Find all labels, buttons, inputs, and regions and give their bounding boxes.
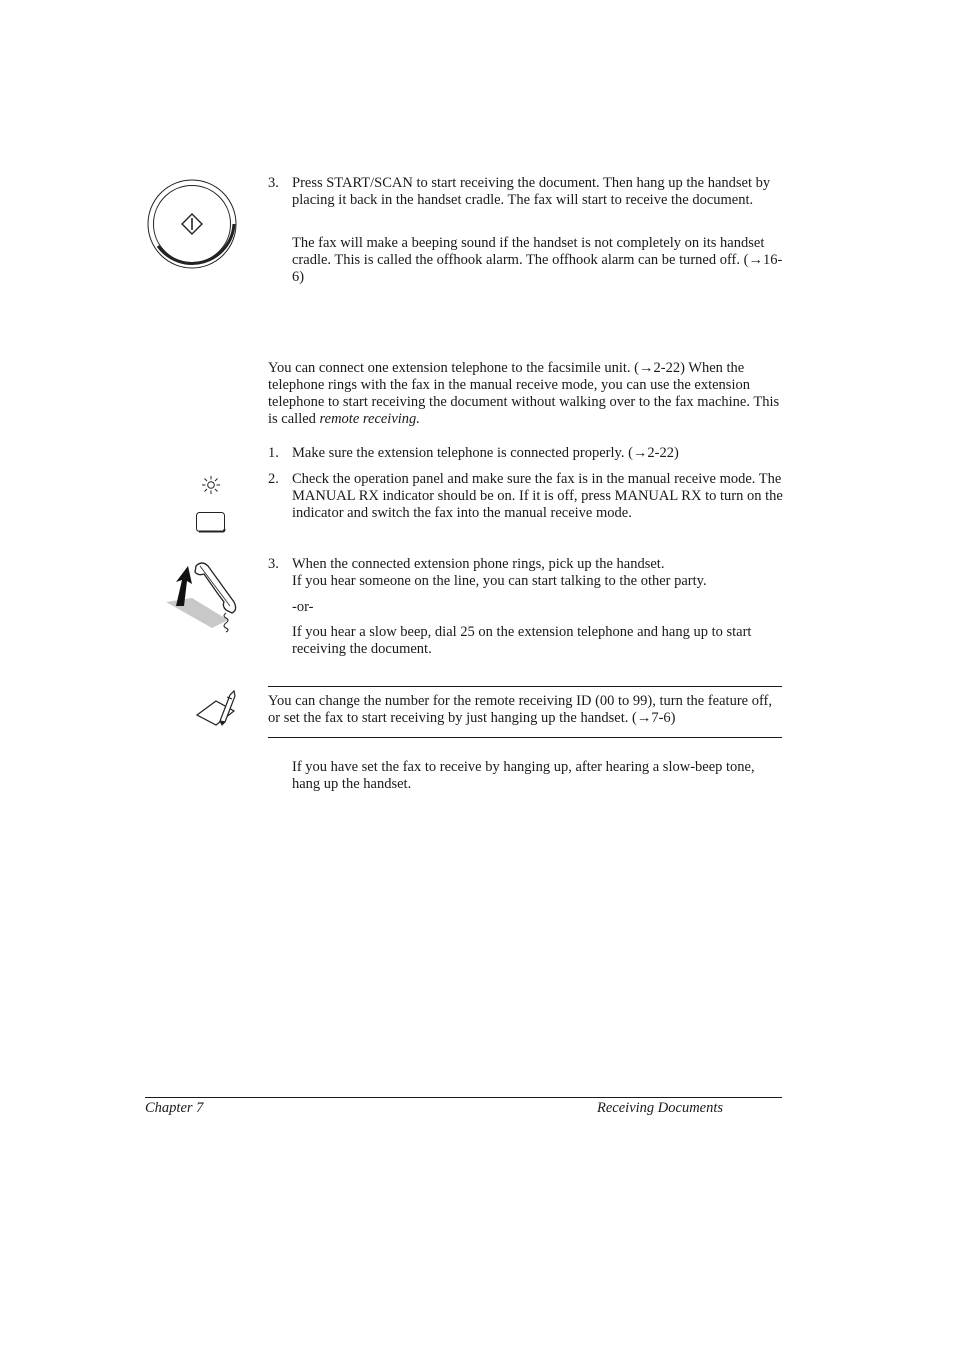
handset-lift-icon xyxy=(162,558,242,634)
step-number: 3. xyxy=(268,556,279,572)
note-pencil-icon xyxy=(194,689,238,729)
step-number: 2. xyxy=(268,471,279,487)
note-rule-top xyxy=(268,686,782,687)
after-note-text: If you have set the fax to receive by hanging up, after hearing a slow-beep tone, hang up the handset. xyxy=(292,759,755,792)
step-text: Press START/SCAN to start receiving the document. Then hang up the handset by placing it back in the handset cradle. The fax will start to receive the document. xyxy=(292,175,771,208)
step-text: Make sure the extension telephone is connected properly. (→2-22) xyxy=(292,445,679,461)
note-rule-bottom xyxy=(268,737,782,738)
step-number: 3. xyxy=(268,175,279,191)
footer-chapter: Chapter 7 xyxy=(145,1100,204,1116)
note-text: You can change the number for the remote receiving ID (00 to 99), turn the feature off, or set the fax to start receiving by just hanging up the handset. (→7-6) xyxy=(268,693,772,726)
step-text: When the connected extension phone rings, pick up the handset. xyxy=(292,556,665,572)
step-number: 1. xyxy=(268,445,279,461)
manual-rx-button-icon xyxy=(195,511,227,535)
indicator-light-icon xyxy=(201,475,221,495)
step-line2: If you hear someone on the line, you can start talking to the other party. xyxy=(292,573,707,589)
footer-section-title: Receiving Documents xyxy=(597,1100,724,1116)
step-text: Check the operation panel and make sure the fax is in the manual receive mode. The MANUAL RX indicator should be on. If it is off, press MANUAL RX to turn on the indicator and switch the fax into the manual receive mode. xyxy=(292,471,783,521)
or-separator: -or- xyxy=(292,599,314,615)
start-button-icon xyxy=(146,178,240,272)
intro-paragraph: You can connect one extension telephone to the facsimile unit. (→2-22) When the telephone rings with the fax in the manual receive mode, you can use the extension telephone to start receiving the document without walking over to the fax machine. This is called remote receiving. xyxy=(268,360,780,427)
footer-rule xyxy=(145,1097,782,1098)
step-note: The fax will make a beeping sound if the handset is not completely on its handset cradle. This is called the offhook alarm. The offhook alarm can be turned off. (→16-6) xyxy=(292,235,783,285)
step-alt: If you hear a slow beep, dial 25 on the extension telephone and hang up to start receiving the document. xyxy=(292,624,752,657)
remote-receiving-term: remote receiving. xyxy=(319,411,420,427)
